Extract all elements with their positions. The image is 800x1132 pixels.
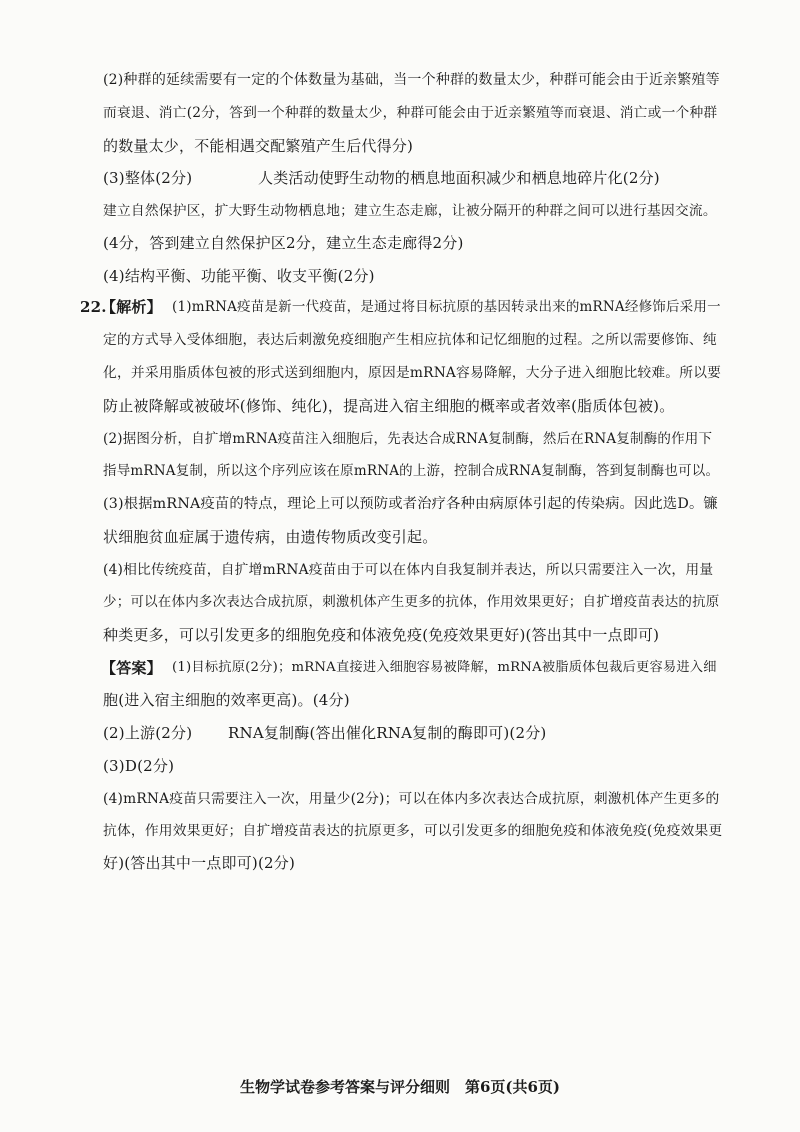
- q22-analysis-3-line1: (3)根据mRNA疫苗的特点，理论上可以预防或者治疗各种由病原体引起的传染病。因此选D。镰: [103, 496, 718, 512]
- q22-answer-2: (2)上游(2分): [103, 724, 193, 742]
- q22-answer-4-line3: 好)(答出其中一点即可)(2分): [103, 854, 296, 872]
- q22-answer-1-line2: 胞(进入宿主细胞的效率更高)。(4分): [103, 691, 350, 709]
- q21-part3-answer-b: 人类活动使野生动物的栖息地面积减少和栖息地碎片化(2分): [258, 169, 660, 187]
- q22-analysis-4-line2: 少；可以在体内多次表达合成抗原，刺激机体产生更多的抗体，作用效果更好；自扩增疫苗表达的抗原: [103, 594, 720, 610]
- q22-answer-4-line2: 抗体，作用效果更好；自扩增疫苗表达的抗原更多，可以引发更多的细胞免疫和体液免疫(免疫效果更: [103, 823, 723, 839]
- q22-analysis-2-line2: 指导mRNA复制，所以这个序列应该在原mRNA的上游，控制合成RNA复制酶，答到复制酶也可以。: [103, 463, 720, 479]
- q21-part3-answer: (3)整体(2分): [103, 169, 193, 187]
- q22-analysis-2-line1: (2)据图分析，自扩增mRNA疫苗注入细胞后，先表达合成RNA复制酶，然后在RNA复制酶的作用下: [103, 431, 713, 447]
- q22-number: 22.: [80, 298, 107, 316]
- q21-part4: (4)结构平衡、功能平衡、收支平衡(2分): [103, 267, 375, 285]
- q22-analysis-1-line3: 化，并采用脂质体包被的形式送到细胞内，原因是mRNA容易降解，大分子进入细胞比较难。所以要: [103, 365, 722, 381]
- q21-part2-line1: (2)种群的延续需要有一定的个体数量为基础，当一个种群的数量太少，种群可能会由于近亲繁殖等: [103, 72, 720, 88]
- analysis-tag: 【解析】: [101, 298, 162, 316]
- q21-part3-line3: (4分，答到建立自然保护区2分，建立生态走廊得2分): [103, 234, 464, 252]
- q22-analysis-1-line1: (1)mRNA疫苗是新一代疫苗，是通过将目标抗原的基因转录出来的mRNA经修饰后采用一: [172, 299, 721, 315]
- q22-analysis-1-line2: 定的方式导入受体细胞，表达后刺激免疫细胞产生相应抗体和记忆细胞的过程。之所以需要修饰、纯: [103, 332, 717, 348]
- q22-answer-1-line1: (1)目标抗原(2分)；mRNA直接进入细胞容易被降解，mRNA被脂质体包裁后更容易进入细: [172, 660, 717, 675]
- page-footer: 生物学试卷参考答案与评分细则 第6页(共6页): [239, 1078, 561, 1096]
- q22-analysis-4-line1: (4)相比传统疫苗，自扩增mRNA疫苗由于可以在体内自我复制并表达，所以只需要注入一次，用量: [103, 562, 714, 578]
- q21-part2-line2: 而衰退、消亡(2分，答到一个种群的数量太少，种群可能会由于近亲繁殖等而衰退、消亡或一个种群: [103, 105, 718, 121]
- answer-tag: 【答案】: [101, 659, 162, 677]
- q22-answer-3: (3)D(2分): [103, 757, 175, 775]
- q21-part2-line3: 的数量太少，不能相遇交配繁殖产生后代得分): [103, 137, 414, 155]
- q21-part3-line2: 建立自然保护区，扩大野生动物栖息地；建立生态走廊，让被分隔开的种群之间可以进行基因交流。: [103, 203, 717, 219]
- q22-analysis-1-line4: 防止被降解或被破坏(修饰、纯化)，提高进入宿主细胞的概率或者效率(脂质体包被)。: [103, 397, 675, 415]
- q22-analysis-3-line2: 状细胞贫血症属于遗传病，由遗传物质改变引起。: [103, 528, 438, 546]
- q22-answer-4-line1: (4)mRNA疫苗只需要注入一次，用量少(2分)；可以在体内多次表达合成抗原，刺激机体产生更多的: [103, 791, 720, 807]
- q22-answer-2-b: RNA复制酶(答出催化RNA复制的酶即可)(2分): [228, 724, 547, 742]
- q22-analysis-4-line3: 种类更多，可以引发更多的细胞免疫和体液免疫(免疫效果更好)(答出其中一点即可): [103, 626, 660, 644]
